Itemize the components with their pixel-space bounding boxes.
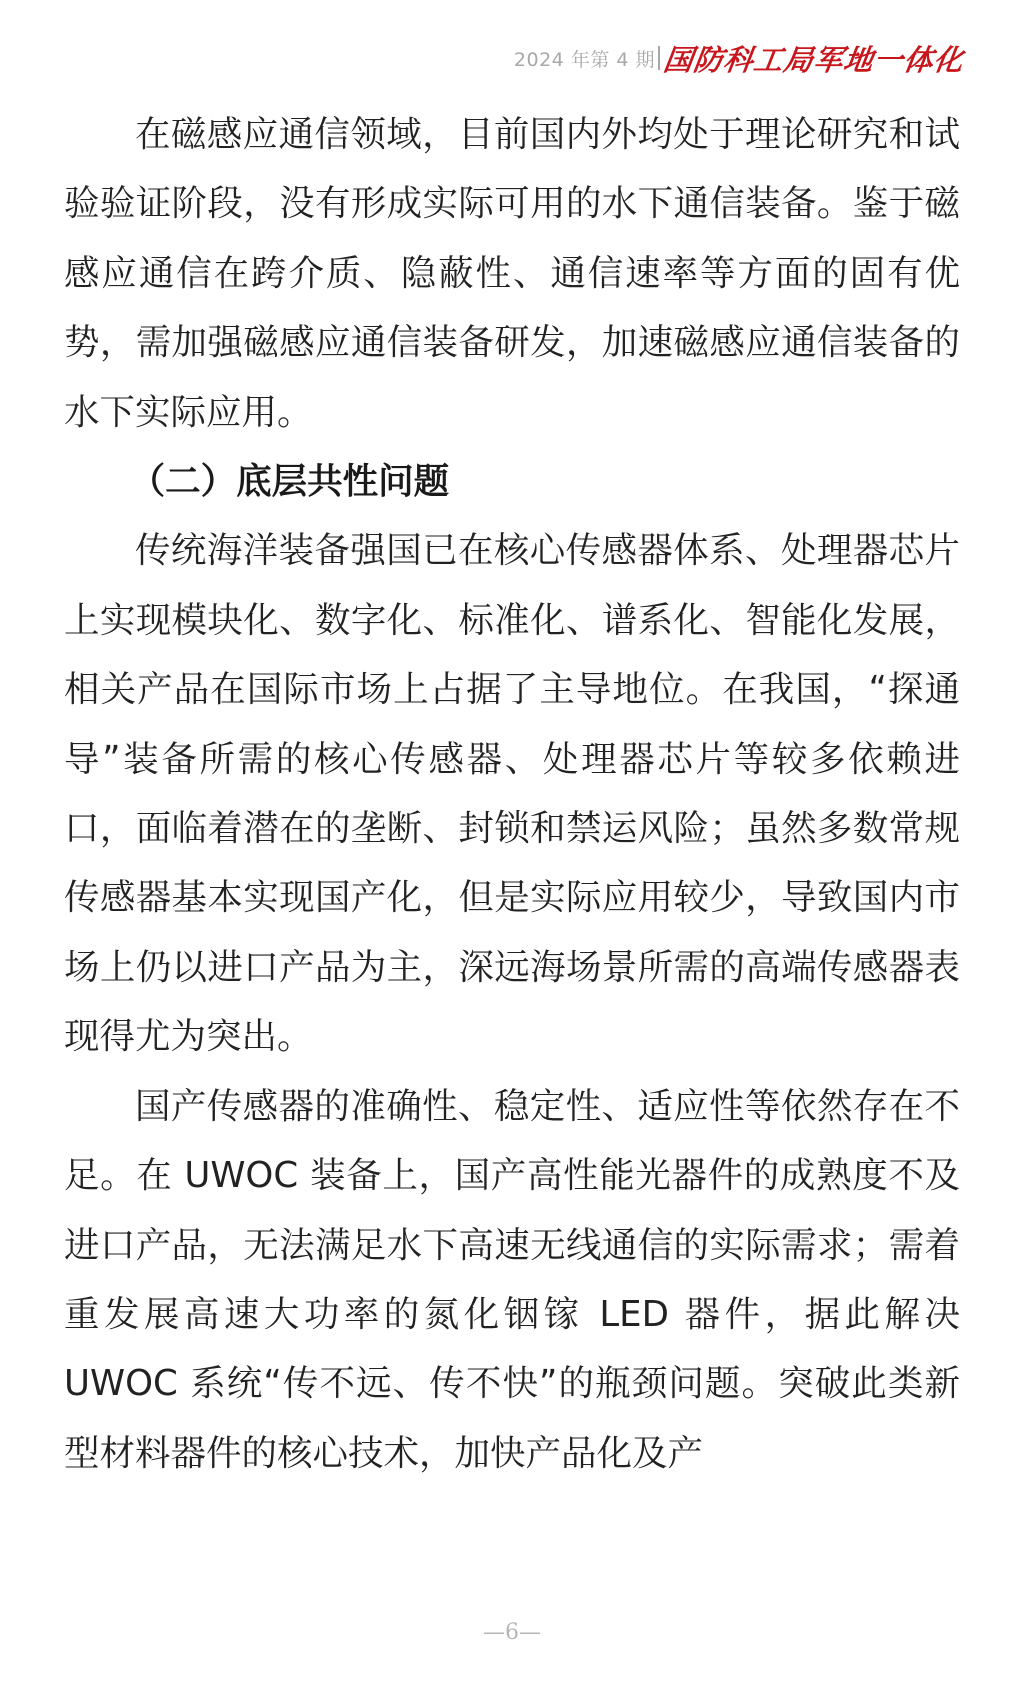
section-heading: （二）底层共性问题 xyxy=(129,461,450,503)
paragraph-core-sensors: 传统海洋装备强国已在核心传感器体系、处理器芯片上实现模块化、数字化、标准化、谱系化、智能化发展，相关产品在国际市场上占据了主导地位。在我国，“探通导”装备所需的核心传感器、处理器芯片等较多依赖进口，面临着潜在的垄断、封锁和禁运风险；虽然多数常规传感器基本实现国产化，但是实际应用较少，导致国内市场上仍以进口产品为主，深远海场景所需的高端传感器表现得尤为突出。 xyxy=(64,530,960,1058)
issue-label: 2024 年第 4 期 xyxy=(513,48,655,71)
publication-logo: 国防科工局军地一体化 xyxy=(661,42,967,77)
page-number: —6— xyxy=(483,1620,541,1645)
page-header xyxy=(513,38,967,78)
paragraph-magnetic-induction: 在磁感应通信领域，目前国内外均处于理论研究和试验验证阶段，没有形成实际可用的水下通信装备。鉴于磁感应通信在跨介质、隐蔽性、通信速率等方面的固有优势，需加强磁感应通信装备研发，加速磁感应通信装备的水下实际应用。 xyxy=(64,114,960,433)
header-divider xyxy=(658,46,660,70)
paragraph-domestic-sensors: 国产传感器的准确性、稳定性、适应性等依然存在不足。在 UWOC 装备上，国产高性能光器件的成熟度不及进口产品，无法满足水下高速无线通信的实际需求；需着重发展高速大功率的氮化铟镓 LED 器件，据此解决 UWOC 系统“传不远、传不快”的瓶颈问题。突破此类新型材料器件的核心技术，加快产品化及产 xyxy=(64,1085,960,1474)
article-body xyxy=(64,100,960,1488)
